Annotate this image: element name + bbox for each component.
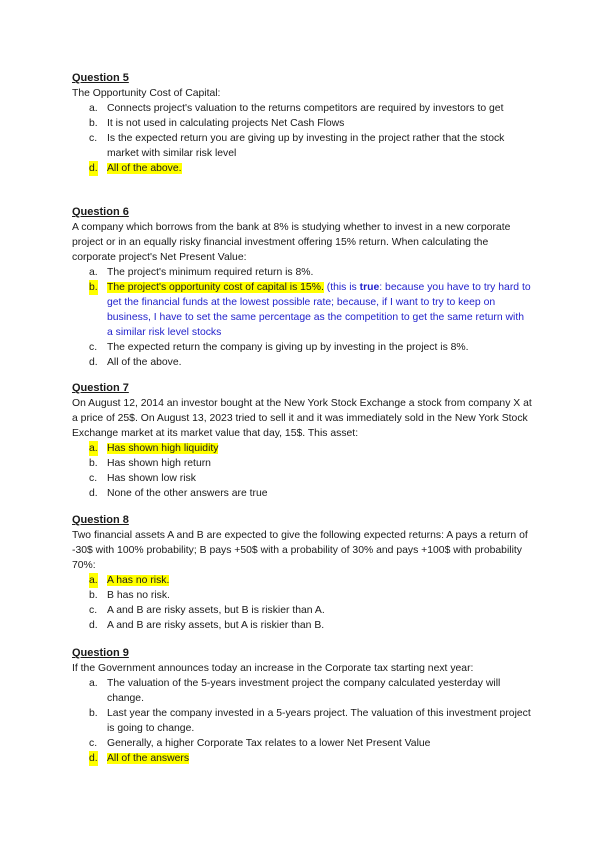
option-letter: a. bbox=[89, 575, 98, 586]
option-letter: b. bbox=[89, 282, 98, 293]
option-text: None of the other answers are true bbox=[107, 488, 268, 499]
option-a bbox=[72, 101, 532, 116]
option-letter: c. bbox=[89, 738, 98, 749]
question-9 bbox=[72, 646, 532, 766]
option-b-highlighted bbox=[72, 280, 532, 340]
option-letter: b. bbox=[89, 458, 98, 469]
option-c bbox=[72, 471, 532, 486]
option-letter: d. bbox=[89, 357, 98, 368]
option-d-highlighted bbox=[72, 751, 532, 766]
question-7 bbox=[72, 381, 532, 501]
option-text: The project's minimum required return is 8%. bbox=[107, 267, 314, 278]
option-letter: d. bbox=[89, 753, 98, 764]
option-a-highlighted bbox=[72, 573, 532, 588]
option-text: A has no risk. bbox=[107, 575, 170, 586]
question-6 bbox=[72, 205, 532, 370]
option-letter: d. bbox=[89, 620, 98, 631]
option-text: A and B are risky assets, but B is riskier than A. bbox=[107, 605, 325, 616]
question-text: Two financial assets A and B are expected to give the following expected returns: A pays a return of -30$ with 100% probability; B pays +50$ with a probability of 30% and pays +100$ with probability 70%: bbox=[72, 530, 528, 571]
option-text: Has shown low risk bbox=[107, 473, 196, 484]
option-text: Generally, a higher Corporate Tax relates to a lower Net Present Value bbox=[107, 738, 431, 749]
question-text: The Opportunity Cost of Capital: bbox=[72, 88, 221, 99]
option-text: Is the expected return you are giving up by investing in the project rather that the stock market with similar risk level bbox=[107, 133, 505, 159]
option-b bbox=[72, 706, 532, 736]
question-text: If the Government announces today an increase in the Corporate tax starting next year: bbox=[72, 663, 474, 674]
option-letter: d. bbox=[89, 163, 98, 174]
option-list bbox=[72, 265, 532, 370]
option-text: All of the above. bbox=[107, 357, 182, 368]
option-letter: c. bbox=[89, 133, 98, 144]
option-b bbox=[72, 116, 532, 131]
option-c bbox=[72, 736, 532, 751]
option-letter: c. bbox=[89, 605, 98, 616]
option-letter: a. bbox=[89, 103, 98, 114]
question-title: Question 6 bbox=[72, 206, 129, 218]
option-c bbox=[72, 131, 532, 161]
option-b bbox=[72, 588, 532, 603]
annotation-bold: true bbox=[359, 282, 380, 293]
option-list bbox=[72, 573, 532, 633]
option-list bbox=[72, 101, 532, 176]
option-c bbox=[72, 603, 532, 618]
option-text: B has no risk. bbox=[107, 590, 170, 601]
option-d-highlighted bbox=[72, 161, 532, 176]
option-a-highlighted bbox=[72, 441, 532, 456]
option-letter: a. bbox=[89, 267, 98, 278]
option-text: The expected return the company is giving up by investing in the project is 8%. bbox=[107, 342, 469, 353]
option-letter: d. bbox=[89, 488, 98, 499]
option-letter: a. bbox=[89, 678, 98, 689]
question-title: Question 5 bbox=[72, 72, 129, 84]
option-d bbox=[72, 618, 532, 633]
option-letter: b. bbox=[89, 708, 98, 719]
option-d bbox=[72, 355, 532, 370]
question-title: Question 7 bbox=[72, 382, 129, 394]
option-c bbox=[72, 340, 532, 355]
option-letter: c. bbox=[89, 342, 98, 353]
annotation-note: (this is true: because you have to try hard to get the financial funds at the lowest possible rate; because, if I want to try to keep on business, I have to set the same percentage as the competition to get the same return with a similar risk level stocks bbox=[107, 282, 531, 338]
option-d bbox=[72, 486, 532, 501]
option-a bbox=[72, 265, 532, 280]
option-text: The valuation of the 5-years investment project the company calculated yesterday will change. bbox=[107, 678, 501, 704]
option-letter: b. bbox=[89, 118, 98, 129]
option-text: Has shown high return bbox=[107, 458, 211, 469]
question-text: A company which borrows from the bank at 8% is studying whether to invest in a new corporate project or in an equally risky financial investment offering 15% return. When calculating the corporate project's Net Present Value: bbox=[72, 222, 511, 263]
question-title: Question 8 bbox=[72, 514, 129, 526]
option-text: Connects project's valuation to the returns competitors are required by investors to get bbox=[107, 103, 504, 114]
question-title: Question 9 bbox=[72, 647, 129, 659]
option-text: All of the answers bbox=[107, 753, 190, 764]
question-5 bbox=[72, 71, 532, 176]
option-a bbox=[72, 676, 532, 706]
option-letter: a. bbox=[89, 443, 98, 454]
option-list bbox=[72, 676, 532, 766]
option-text: It is not used in calculating projects Net Cash Flows bbox=[107, 118, 345, 129]
option-text: Has shown high liquidity bbox=[107, 443, 219, 454]
option-text: All of the above. bbox=[107, 163, 182, 174]
question-text: On August 12, 2014 an investor bought at the New York Stock Exchange a stock from company X at a price of 25$. On August 13, 2023 tried to sell it and it was immediately sold in the New York Stock Exchange market at its market value that day, 15$. This asset: bbox=[72, 398, 532, 439]
option-text: Last year the company invested in a 5-years project. The valuation of this investment project is going to change. bbox=[107, 708, 531, 734]
option-text: A and B are risky assets, but A is riskier than B. bbox=[107, 620, 325, 631]
option-letter: c. bbox=[89, 473, 98, 484]
option-text: The project's opportunity cost of capital is 15%. bbox=[107, 282, 324, 293]
option-list bbox=[72, 441, 532, 501]
option-letter: b. bbox=[89, 590, 98, 601]
option-b bbox=[72, 456, 532, 471]
question-8 bbox=[72, 513, 532, 633]
